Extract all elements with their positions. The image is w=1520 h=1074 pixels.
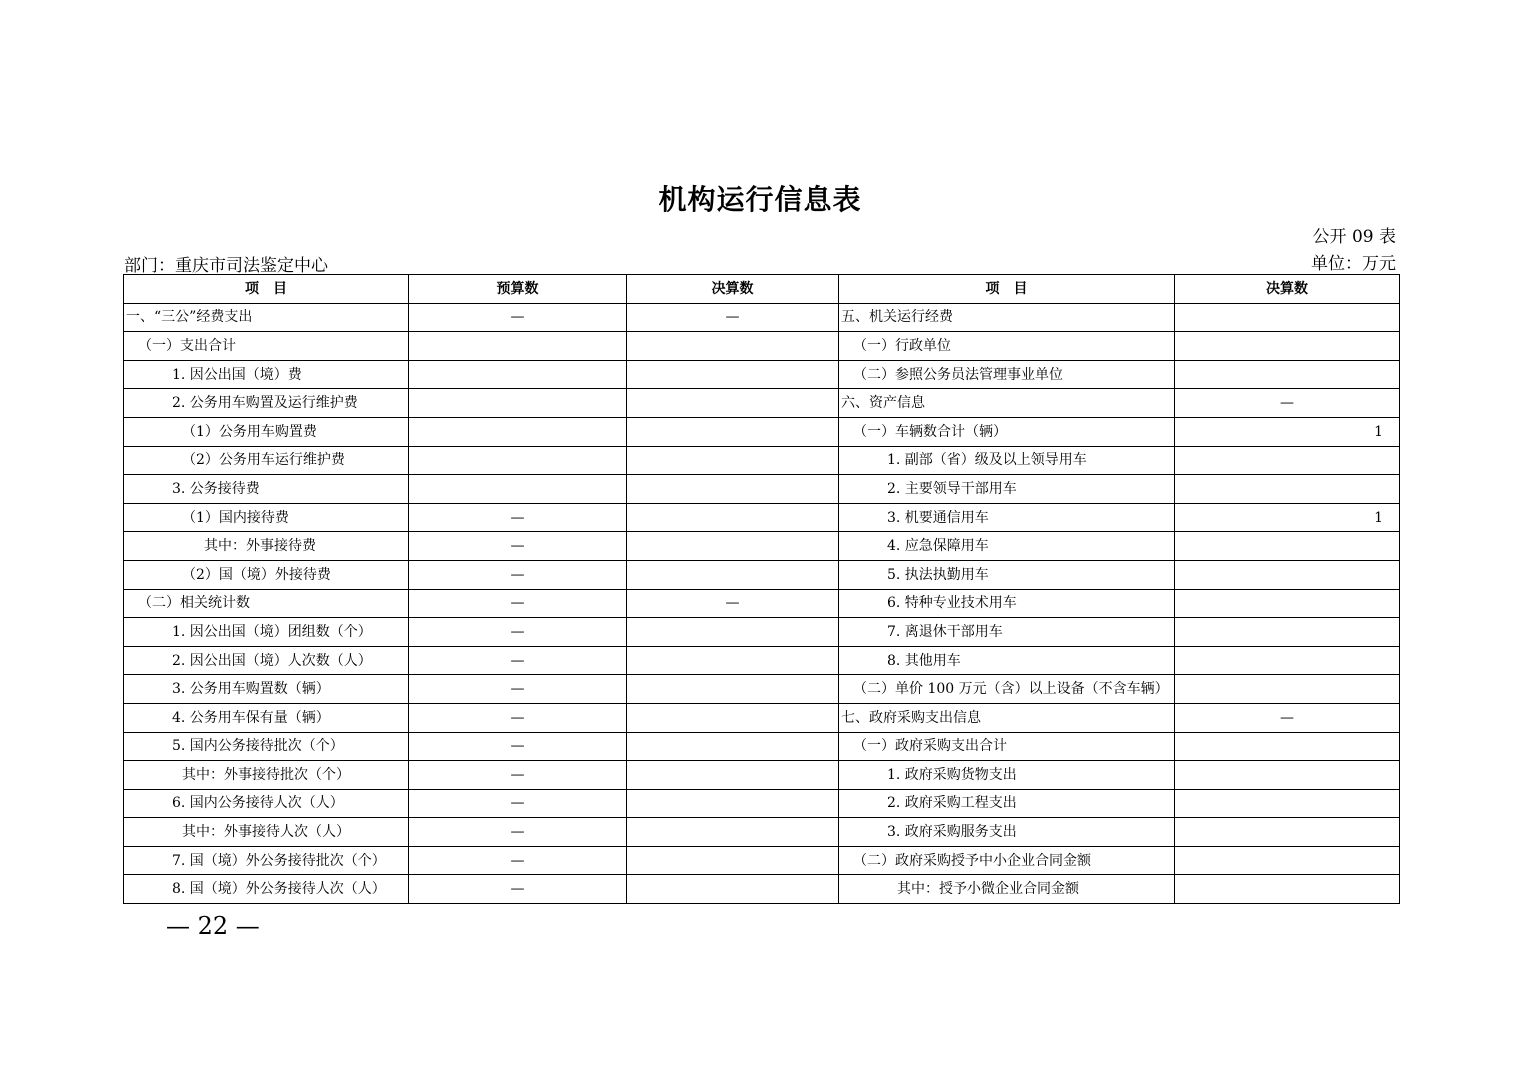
table-row	[124, 703, 1400, 732]
header-final-right: 决算数	[1175, 275, 1400, 304]
row-budget: —	[409, 875, 627, 904]
row-item-left: 2. 因公出国（境）人次数（人）	[124, 646, 409, 675]
row-item-right: （二）参照公务员法管理事业单位	[839, 360, 1175, 389]
row-budget: —	[409, 732, 627, 761]
table-row	[124, 761, 1400, 790]
header-final: 决算数	[627, 275, 839, 304]
row-budget	[409, 417, 627, 446]
row-final	[627, 789, 839, 818]
table-row	[124, 818, 1400, 847]
row-item-left: （二）相关统计数	[124, 589, 409, 618]
row-budget: —	[409, 532, 627, 561]
row-final-right	[1175, 875, 1400, 904]
row-budget	[409, 446, 627, 475]
row-final	[627, 417, 839, 446]
row-final	[627, 560, 839, 589]
row-item-left: 2. 公务用车购置及运行维护费	[124, 389, 409, 418]
row-item-left: 1. 因公出国（境）团组数（个）	[124, 618, 409, 647]
table-row	[124, 875, 1400, 904]
table-row	[124, 503, 1400, 532]
row-final-right: —	[1175, 389, 1400, 418]
table-row	[124, 475, 1400, 504]
row-final	[627, 675, 839, 704]
table-row	[124, 560, 1400, 589]
row-final	[627, 446, 839, 475]
row-item-left: 一、“三公”经费支出	[124, 303, 409, 332]
document-title: 机构运行信息表	[658, 183, 862, 216]
operation-info-table	[123, 274, 1400, 904]
table-row	[124, 846, 1400, 875]
row-final: —	[627, 303, 839, 332]
row-budget: —	[409, 503, 627, 532]
row-final	[627, 703, 839, 732]
row-final	[627, 503, 839, 532]
table-row	[124, 332, 1400, 361]
row-final-right	[1175, 761, 1400, 790]
row-item-right: 4. 应急保障用车	[839, 532, 1175, 561]
row-item-left: 3. 公务用车购置数（辆）	[124, 675, 409, 704]
row-final-right: 1	[1175, 503, 1400, 532]
row-item-right: 五、机关运行经费	[839, 303, 1175, 332]
row-item-right: （二）政府采购授予中小企业合同金额	[839, 846, 1175, 875]
header-budget: 预算数	[409, 275, 627, 304]
row-budget: —	[409, 618, 627, 647]
row-budget	[409, 389, 627, 418]
table-row	[124, 789, 1400, 818]
row-item-left: 8. 国（境）外公务接待人次（人）	[124, 875, 409, 904]
row-item-right: 1. 政府采购货物支出	[839, 761, 1175, 790]
row-final-right	[1175, 560, 1400, 589]
row-budget: —	[409, 761, 627, 790]
row-item-right: （一）车辆数合计（辆）	[839, 417, 1175, 446]
row-item-right: 其中：授予小微企业合同金额	[839, 875, 1175, 904]
row-budget: —	[409, 675, 627, 704]
row-item-right: （一）政府采购支出合计	[839, 732, 1175, 761]
table-row	[124, 532, 1400, 561]
row-item-left: 其中：外事接待费	[124, 532, 409, 561]
row-budget: —	[409, 703, 627, 732]
row-item-right: 2. 政府采购工程支出	[839, 789, 1175, 818]
row-item-right: （一）行政单位	[839, 332, 1175, 361]
row-item-right: 6. 特种专业技术用车	[839, 589, 1175, 618]
header-item: 项 目	[124, 275, 409, 304]
row-item-left: （1）国内接待费	[124, 503, 409, 532]
row-item-left: 其中：外事接待人次（人）	[124, 818, 409, 847]
form-number: 公开 09 表	[1312, 227, 1396, 247]
row-item-left: 其中：外事接待批次（个）	[124, 761, 409, 790]
row-item-left: 1. 因公出国（境）费	[124, 360, 409, 389]
row-final	[627, 818, 839, 847]
row-item-right: 1. 副部（省）级及以上领导用车	[839, 446, 1175, 475]
row-budget	[409, 475, 627, 504]
row-final-right	[1175, 532, 1400, 561]
row-item-left: （2）国（境）外接待费	[124, 560, 409, 589]
row-final-right: —	[1175, 703, 1400, 732]
row-item-left: 5. 国内公务接待批次（个）	[124, 732, 409, 761]
row-budget: —	[409, 818, 627, 847]
row-final-right	[1175, 732, 1400, 761]
row-budget	[409, 360, 627, 389]
row-final-right	[1175, 332, 1400, 361]
row-final-right	[1175, 360, 1400, 389]
row-final-right: 1	[1175, 417, 1400, 446]
row-item-left: （2）公务用车运行维护费	[124, 446, 409, 475]
row-budget: —	[409, 303, 627, 332]
department-label: 部门：重庆市司法鉴定中心	[124, 256, 328, 276]
row-item-left: （1）公务用车购置费	[124, 417, 409, 446]
table-row	[124, 417, 1400, 446]
row-final	[627, 761, 839, 790]
row-item-right: 2. 主要领导干部用车	[839, 475, 1175, 504]
table-row	[124, 389, 1400, 418]
page-number: — 22 —	[166, 912, 260, 940]
row-final-right	[1175, 446, 1400, 475]
table-header-row	[124, 275, 1400, 304]
row-final-right	[1175, 818, 1400, 847]
row-final-right	[1175, 846, 1400, 875]
table-row	[124, 732, 1400, 761]
header-item-right: 项 目	[839, 275, 1175, 304]
table-row	[124, 646, 1400, 675]
row-budget: —	[409, 846, 627, 875]
table-row	[124, 618, 1400, 647]
row-budget	[409, 332, 627, 361]
row-item-right: 5. 执法执勤用车	[839, 560, 1175, 589]
row-budget: —	[409, 789, 627, 818]
row-final-right	[1175, 589, 1400, 618]
unit-label: 单位：万元	[1311, 254, 1396, 274]
row-final	[627, 618, 839, 647]
row-final: —	[627, 589, 839, 618]
row-item-right: 3. 机要通信用车	[839, 503, 1175, 532]
row-final	[627, 532, 839, 561]
row-final	[627, 332, 839, 361]
row-final-right	[1175, 646, 1400, 675]
row-final	[627, 389, 839, 418]
row-final-right	[1175, 789, 1400, 818]
row-item-left: 4. 公务用车保有量（辆）	[124, 703, 409, 732]
row-final	[627, 646, 839, 675]
row-item-right: 七、政府采购支出信息	[839, 703, 1175, 732]
row-item-right: 3. 政府采购服务支出	[839, 818, 1175, 847]
row-final-right	[1175, 303, 1400, 332]
row-budget: —	[409, 560, 627, 589]
table-row	[124, 675, 1400, 704]
row-item-left: 6. 国内公务接待人次（人）	[124, 789, 409, 818]
row-item-left: （一）支出合计	[124, 332, 409, 361]
table-row	[124, 360, 1400, 389]
row-final	[627, 846, 839, 875]
table-row	[124, 446, 1400, 475]
row-final	[627, 875, 839, 904]
row-final-right	[1175, 475, 1400, 504]
row-item-left: 3. 公务接待费	[124, 475, 409, 504]
row-item-right: 8. 其他用车	[839, 646, 1175, 675]
row-final	[627, 732, 839, 761]
row-budget: —	[409, 646, 627, 675]
row-final	[627, 475, 839, 504]
row-item-right: （二）单价 100 万元（含）以上设备（不含车辆）	[839, 675, 1175, 704]
table-row	[124, 589, 1400, 618]
row-item-right: 7. 离退休干部用车	[839, 618, 1175, 647]
table-row	[124, 303, 1400, 332]
row-final-right	[1175, 618, 1400, 647]
row-budget: —	[409, 589, 627, 618]
row-item-left: 7. 国（境）外公务接待批次（个）	[124, 846, 409, 875]
row-item-right: 六、资产信息	[839, 389, 1175, 418]
row-final-right	[1175, 675, 1400, 704]
row-final	[627, 360, 839, 389]
